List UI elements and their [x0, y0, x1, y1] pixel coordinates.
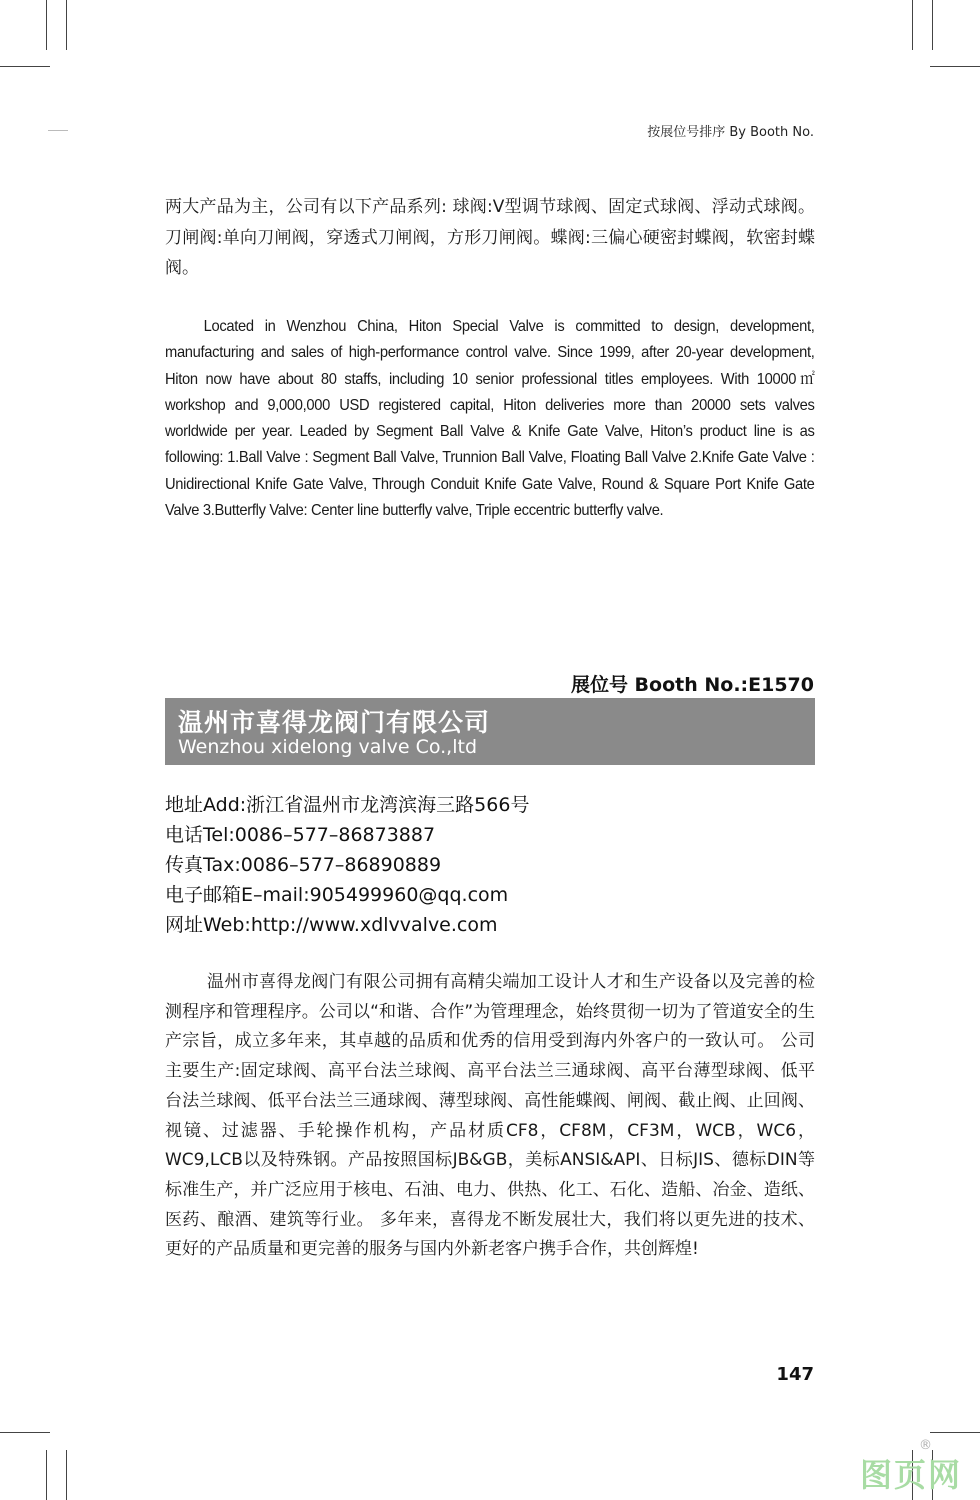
crop-mark [912, 0, 913, 50]
crop-mark [46, 0, 47, 50]
crop-mark [930, 1432, 980, 1433]
running-head: 按展位号排序 By Booth No. [647, 125, 814, 140]
company-name-en: Wenzhou xidelong valve Co.,ltd [178, 736, 478, 758]
crop-mark [46, 1450, 47, 1500]
crop-mark [932, 0, 933, 50]
watermark-logo: 图页网 [859, 1456, 962, 1494]
crop-mark [48, 130, 68, 131]
booth-number: 展位号 Booth No.:E1570 [570, 674, 814, 696]
company-banner [165, 698, 815, 765]
contact-block [165, 790, 815, 940]
contact-fax: 传真Tax:0086–577–86890889 [165, 854, 442, 876]
crop-mark [66, 0, 67, 50]
contact-web[interactable]: 网址Web:http://www.xdlvvalve.com [165, 914, 498, 936]
crop-mark [0, 1432, 50, 1433]
contact-email[interactable]: 电子邮箱E–mail:905499960@qq.com [165, 884, 509, 906]
company-description-cn: 温州市喜得龙阀门有限公司拥有高精尖端加工设计人才和生产设备以及完善的检测程序和管理程序。公司以“和谐、合作”为管理理念，始终贯彻一切为了管道安全的生产宗旨，成立多年来，其卓越的品质和优秀的信用受到海内外客户的一致认可。 公司主要生产:固定球阀、高平台法兰球阀、高平台法兰三通球阀、高平台薄型球阀、低平台法兰球阀、低平台法兰三通球阀、薄型球阀、高性能蝶阀、闸阀、截止阀、止回阀、视镜、过滤器、手轮操作机构，产品材质CF8，CF8M，CF3M，WCB，WC6，WC9,LCB以及特殊钢。产品按照国标JB&GB，美标ANSI&API、日标JIS、德标DIN等标准生产，并广泛应用于核电、石油、电力、供热、化工、石化、造船、冶金、造纸、医药、酿酒、建筑等行业。 多年来，喜得龙不断发展壮大，我们将以更先进的技术、更好的产品质量和更完善的服务与国内外新老客户携手合作，共创辉煌! [165, 972, 815, 1260]
watermark-registered-mark: ® [919, 1438, 932, 1453]
contact-tel: 电话Tel:0086–577–86873887 [165, 824, 436, 846]
contact-address: 地址Add:浙江省温州市龙湾滨海三路566号 [165, 794, 530, 816]
page-number: 147 [776, 1364, 814, 1385]
previous-company-description-en: Located in Wenzhou China, Hiton Special Valve is committed to design, development, manufacturing and sales of high-performance control valve. Since 1999, after 20-year development, Hiton now have about 80 staffs, including 10 senior professional titles employees. With 10000㎡ workshop and 9,000,000 USD registered capital, Hiton deliveries more than 20000 sets valves worldwide per year. Leaded by Segment Ball Valve & Knife Gate Valve, Hiton’s product line is as following: 1.Ball Valve : Segment Ball Valve, Trunnion Ball Valve, Floating Ball Valve 2.Knife Gate Valve : Unidirectional Knife Gate Valve, Through Conduit Knife Gate Valve, Round & Square Port Knife Gate Valve 3.Butterfly Valve: Center line butterfly valve, Triple eccentric butterfly valve. [165, 318, 815, 520]
company-name-cn: 温州市喜得龙阀门有限公司 [178, 708, 491, 737]
crop-mark [930, 66, 980, 67]
crop-mark [0, 66, 50, 67]
crop-mark [66, 1450, 67, 1500]
previous-company-description-cn: 两大产品为主，公司有以下产品系列: 球阀:V型调节球阀、固定式球阀、浮动式球阀。刀闸阀:单向刀闸阀，穿透式刀闸阀，方形刀闸阀。蝶阀:三偏心硬密封蝶阀，软密封蝶阀。 [165, 197, 815, 278]
